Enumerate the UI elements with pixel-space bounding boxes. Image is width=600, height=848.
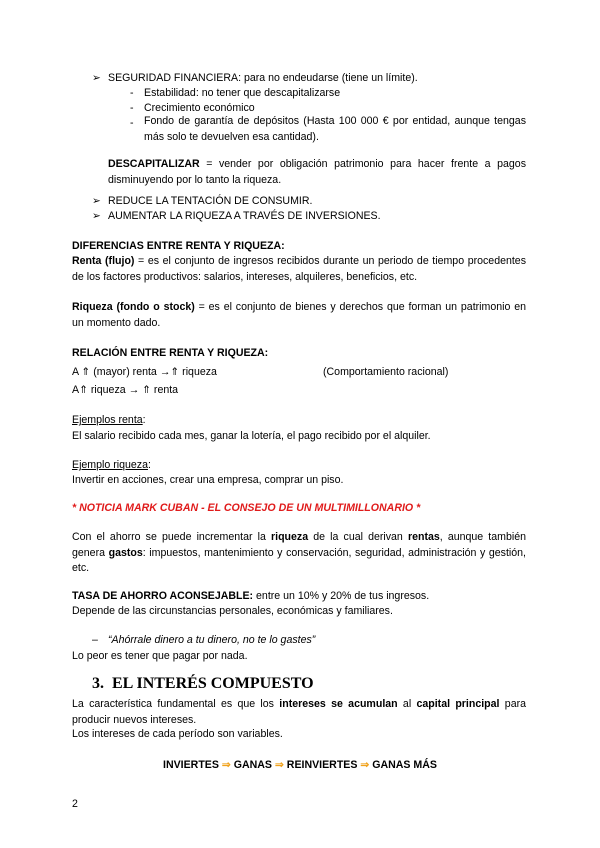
relacion-line-2: A⇑ riqueza → ⇑ renta [72,384,179,396]
bullet-reduce: REDUCE LA TENTACIÓN DE CONSUMIR. [108,195,313,207]
ejemplos-renta-text: El salario recibido cada mes, ganar la lotería, el pago recibido por el alquiler. [72,430,431,442]
riqueza-text: = es el conjunto de bienes y derechos que forman un patrimonio en un momento dado. [72,301,527,329]
dash-bullet-icon: - [130,87,134,99]
tasa-line: TASA DE AHORRO ACONSEJABLE: entre un 10% y 20% de tus ingresos. [72,590,430,602]
noticia-link[interactable]: * NOTICIA MARK CUBAN - EL CONSEJO DE UN MULTIMILLONARIO * [72,502,421,514]
section-heading: 3. EL INTERÉS COMPUESTO [92,675,314,692]
interes-line-2: Los intereses de cada período son variables. [72,728,283,740]
arrow-right-icon: ⇒ [360,759,370,771]
dash-bullet-icon: - [130,117,134,129]
peor-text: Lo peor es tener que pagar por nada. [72,650,248,662]
descapitalizar-term: DESCAPITALIZAR [108,158,200,170]
ejemplo-riqueza-text: Invertir en acciones, crear una empresa, comprar un piso. [72,474,344,486]
relacion-heading: RELACIÓN ENTRE RENTA Y RIQUEZA: [72,347,269,359]
sub-bullet-fondo: Fondo de garantía de depósitos (Hasta 100 000 € por entidad, aunque tengas más solo te devuelven esa cantidad). [144,115,526,143]
interes-paragraph: La característica fundamental es que los intereses se acumulan al capital principal para producir nuevos intereses. [72,698,526,726]
ejemplos-renta-label: Ejemplos renta: [72,414,146,426]
tasa-line-2: Depende de las circunstancias personales, económicas y familiares. [72,605,393,617]
arrow-bullet-icon: ➢ [92,210,101,222]
renta-text: = es el conjunto de ingresos recibidos durante un periodo de tiempo procedentes de los factores productivos: salarios, intereses, alquileres, beneficios, etc. [72,255,526,283]
descapitalizar-definition [108,157,526,188]
diferencias-heading: DIFERENCIAS ENTRE RENTA Y RIQUEZA: [72,240,285,252]
renta-term: Renta (flujo) [72,255,135,267]
sub-bullet-estabilidad: Estabilidad: no tener que descapitalizarse [144,87,341,99]
relacion-line-1: A ⇑ (mayor) renta →⇑ riqueza [72,366,217,378]
dash-bullet-icon: – [92,634,98,646]
ahorro-paragraph: Con el ahorro se puede incrementar la riqueza de la cual derivan rentas, aunque también genera gastos: impuestos, mantenimiento y conservación, seguridad, administración y gestión, etc. [72,531,526,574]
riqueza-definition [72,300,526,331]
page-number: 2 [72,798,78,810]
quote-text: “Ahórrale dinero a tu dinero, no te lo gastes” [108,634,316,646]
arrow-right-icon: ⇒ [274,759,284,771]
ejemplo-riqueza-label: Ejemplo riqueza: [72,459,151,471]
riqueza-term: Riqueza (fondo o stock) [72,301,195,313]
descapitalizar-text: = vender por obligación patrimonio para hacer frente a pagos disminuyendo por lo tanto la riqueza. [108,158,526,186]
dash-bullet-icon: - [130,102,134,114]
flow-line: INVIERTES ⇒ GANAS ⇒ REINVIERTES ⇒ GANAS MÁS [163,759,437,771]
bullet-aumentar: AUMENTAR LA RIQUEZA A TRAVÉS DE INVERSIONES. [108,210,381,222]
arrow-bullet-icon: ➢ [92,72,101,84]
arrow-bullet-icon: ➢ [92,195,101,207]
bullet-seguridad: SEGURIDAD FINANCIERA: para no endeudarse (tiene un límite). [108,72,418,84]
arrow-right-icon: ⇒ [221,759,231,771]
relacion-note: (Comportamiento racional) [323,366,449,378]
sub-bullet-crecimiento: Crecimiento económico [144,102,255,114]
renta-definition [72,254,526,285]
